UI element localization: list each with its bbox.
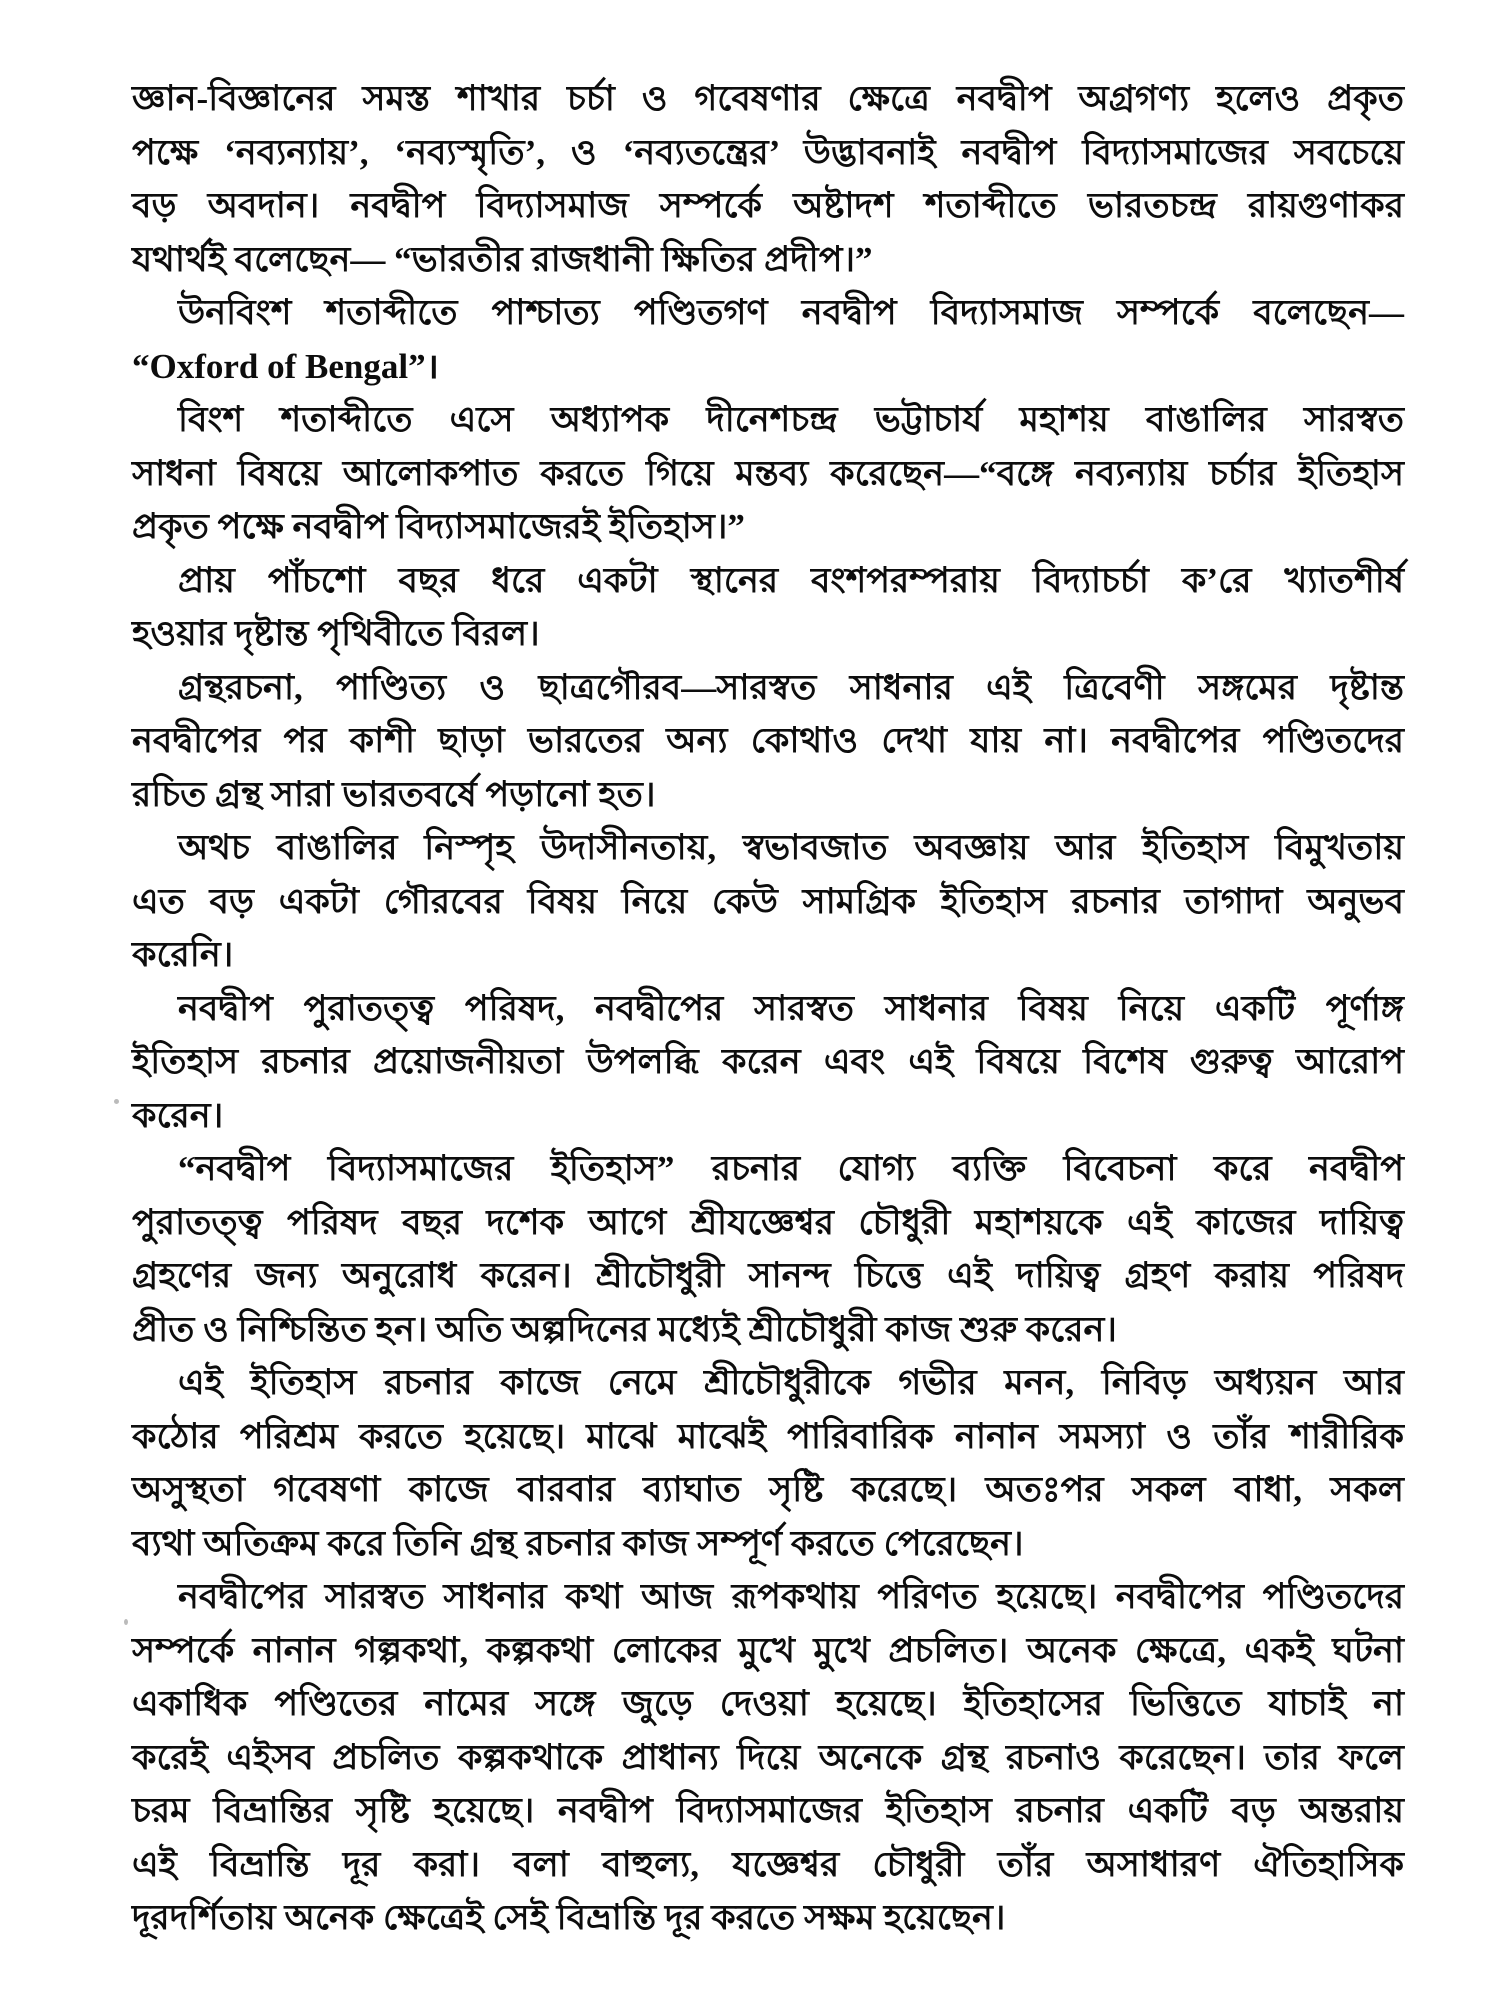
text-line: করেই এইসব প্রচলিত কল্পকথাকে প্রাধান্য দিয়ে অনেকে গ্রন্থ রচনাও করেছেন। তার ফলে (132, 1737, 1404, 1777)
text-line: জ্ঞান-বিজ্ঞানের সমস্ত শাখার চর্চা ও গবেষণার ক্ষেত্রে নবদ্বীপ অগ্রগণ্য হলেও প্রকৃত (132, 79, 1404, 118)
text-line: রচিত গ্রন্থ সারা ভারতবর্ষে পড়ানো হত। (132, 774, 656, 814)
text-line: করেনি। (132, 935, 234, 974)
text-line: উনবিংশ শতাব্দীতে পাশ্চাত্য পণ্ডিতগণ নবদ্বীপ বিদ্যাসমাজ সম্পর্কে বলেছেন— (178, 293, 1404, 332)
text-line: এই বিভ্রান্তি দূর করা। বলা বাহুল্য, যজ্ঞেশ্বর চৌধুরী তাঁর অসাধারণ ঐতিহাসিক (132, 1844, 1404, 1884)
paragraph (132, 72, 1404, 286)
paragraph (132, 1570, 1404, 1945)
text-line: “Oxford of Bengal”। (132, 346, 439, 386)
text-line: বিংশ শতাব্দীতে এসে অধ্যাপক দীনেশচন্দ্র ভট্টাচার্য মহাশয় বাঙালির সারস্বত (178, 400, 1404, 439)
paragraph (132, 982, 1404, 1143)
text-line: পুরাতত্ত্ব পরিষদ বছর দশেক আগে শ্রীযজ্ঞেশ্বর চৌধুরী মহাশয়কে এই কাজের দায়িত্ব (132, 1202, 1404, 1242)
text-line: নবদ্বীপের পর কাশী ছাড়া ভারতের অন্য কোথাও দেখা যায় না। নবদ্বীপের পণ্ডিতদের (132, 721, 1404, 760)
text-line: করেন। (132, 1095, 224, 1135)
paragraph (132, 1142, 1404, 1356)
paragraph (132, 821, 1404, 982)
text-line: প্রায় পাঁচশো বছর ধরে একটা স্থানের বংশপরম্পরায় বিদ্যাচর্চা ক’রে খ্যাতশীর্ষ (178, 560, 1405, 600)
text-line: নবদ্বীপ পুরাতত্ত্ব পরিষদ, নবদ্বীপের সারস্বত সাধনার বিষয় নিয়ে একটি পূর্ণাঙ্গ (178, 988, 1404, 1028)
paragraph (132, 554, 1404, 661)
text-line: নবদ্বীপের সারস্বত সাধনার কথা আজ রূপকথায় পরিণত হয়েছে। নবদ্বীপের পণ্ডিতদের (178, 1577, 1404, 1616)
text-line: পক্ষে ‘নব্যন্যায়’, ‘নব্যস্মৃতি’, ও ‘নব্যতন্ত্রের’ উদ্ভাবনাই নবদ্বীপ বিদ্যাসমাজের সবচেয়ে (132, 132, 1404, 172)
text-line: কঠোর পরিশ্রম করতে হয়েছে। মাঝে মাঝেই পারিবারিক নানান সমস্যা ও তাঁর শারীরিক (132, 1416, 1404, 1456)
paragraph (132, 661, 1404, 822)
scan-speck (124, 1619, 128, 1625)
text-line: এই ইতিহাস রচনার কাজে নেমে শ্রীচৌধুরীকে গভীর মনন, নিবিড় অধ্যয়ন আর (178, 1363, 1404, 1402)
text-line: সাধনা বিষয়ে আলোকপাত করতে গিয়ে মন্তব্য করেছেন—“বঙ্গে নব্যন্যায় চর্চার ইতিহাস (132, 453, 1404, 493)
text-line: ব্যথা অতিক্রম করে তিনি গ্রন্থ রচনার কাজ সম্পূর্ণ করতে পেরেছেন। (132, 1523, 1024, 1563)
text-line: প্রীত ও নিশ্চিন্তিত হন। অতি অল্পদিনের মধ্যেই শ্রীচৌধুরী কাজ শুরু করেন। (132, 1309, 1117, 1349)
paragraph (132, 393, 1404, 554)
text-line: ইতিহাস রচনার প্রয়োজনীয়তা উপলব্ধি করেন এবং এই বিষয়ে বিশেষ গুরুত্ব আরোপ (132, 1042, 1404, 1081)
text-line: যথার্থই বলেছেন— “ভারতীর রাজধানী ক্ষিতির প্রদীপ।” (132, 239, 873, 279)
paragraph (132, 286, 1404, 393)
text-line: একাধিক পণ্ডিতের নামের সঙ্গে জুড়ে দেওয়া হয়েছে। ইতিহাসের ভিত্তিতে যাচাই না (132, 1684, 1404, 1723)
text-line: গ্রন্থরচনা, পাণ্ডিত্য ও ছাত্রগৌরব—সারস্বত সাধনার এই ত্রিবেণী সঙ্গমের দৃষ্টান্ত (178, 667, 1404, 707)
text-line: প্রকৃত পক্ষে নবদ্বীপ বিদ্যাসমাজেরই ইতিহাস।” (132, 507, 745, 546)
text-line: অথচ বাঙালির নিস্পৃহ উদাসীনতায়, স্বভাবজাত অবজ্ঞায় আর ইতিহাস বিমুখতায় (178, 828, 1404, 867)
text-line: হওয়ার দৃষ্টান্ত পৃথিবীতে বিরল। (132, 614, 540, 653)
text-line: সম্পর্কে নানান গল্পকথা, কল্পকথা লোকের মুখে মুখে প্রচলিত। অনেক ক্ষেত্রে, একই ঘটনা (132, 1630, 1404, 1670)
scan-speck (114, 1099, 119, 1104)
text-line: অসুস্থতা গবেষণা কাজে বারবার ব্যাঘাত সৃষ্টি করেছে। অতঃপর সকল বাধা, সকল (132, 1470, 1404, 1509)
text-line: বড় অবদান। নবদ্বীপ বিদ্যাসমাজ সম্পর্কে অষ্টাদশ শতাব্দীতে ভারতচন্দ্র রায়গুণাকর (132, 186, 1404, 225)
page-text (132, 72, 1404, 1945)
text-line: দূরদর্শিতায় অনেক ক্ষেত্রেই সেই বিভ্রান্তি দূর করতে সক্ষম হয়েছেন। (132, 1898, 1006, 1937)
paragraph (132, 1356, 1404, 1570)
text-line: গ্রহণের জন্য অনুরোধ করেন। শ্রীচৌধুরী সানন্দ চিত্তে এই দায়িত্ব গ্রহণ করায় পরিষদ (132, 1256, 1404, 1295)
text-line: চরম বিভ্রান্তির সৃষ্টি হয়েছে। নবদ্বীপ বিদ্যাসমাজের ইতিহাস রচনার একটি বড় অন্তরায় (132, 1791, 1404, 1830)
text-line: “নবদ্বীপ বিদ্যাসমাজের ইতিহাস” রচনার যোগ্য ব্যক্তি বিবেচনা করে নবদ্বীপ (178, 1149, 1404, 1188)
text-line: এত বড় একটা গৌরবের বিষয় নিয়ে কেউ সামগ্রিক ইতিহাস রচনার তাগাদা অনুভব (132, 881, 1404, 921)
